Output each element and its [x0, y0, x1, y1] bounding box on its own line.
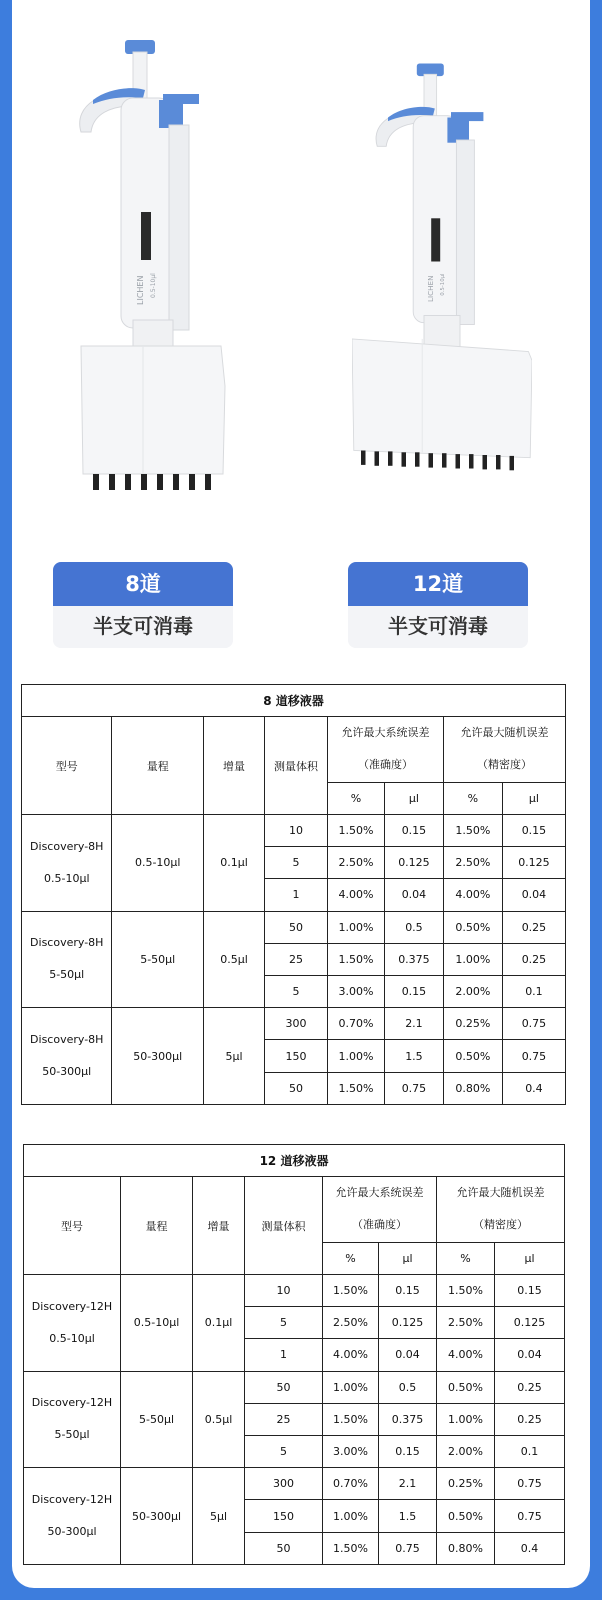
rnd-ul-cell: 0.75 — [495, 1468, 565, 1500]
range-cell: 50-300μl — [112, 1008, 204, 1105]
table-row — [24, 1371, 565, 1403]
sys-ul-cell: 0.5 — [384, 911, 443, 943]
volume-cell: 300 — [245, 1468, 323, 1500]
sys-pct-cell: 4.00% — [328, 879, 385, 911]
sys-ul-cell: 0.15 — [384, 814, 443, 846]
range-text: 0.5-10μl — [439, 273, 446, 296]
sys-ul-cell: 1.5 — [379, 1500, 437, 1532]
sys-ul-cell: 0.375 — [379, 1403, 437, 1435]
rnd-ul-cell: 0.25 — [495, 1403, 565, 1435]
header-systematic-label: 允许最大系统误差 — [341, 726, 430, 740]
header-systematic-error — [323, 1177, 437, 1242]
volume-cell: 5 — [245, 1435, 323, 1467]
rnd-pct-cell: 2.50% — [437, 1307, 495, 1339]
rnd-ul-cell: 0.04 — [502, 879, 565, 911]
volume-cell: 50 — [245, 1532, 323, 1564]
model-name: Discovery-12H — [31, 1396, 113, 1410]
rnd-pct-cell: 2.00% — [443, 975, 502, 1007]
increment-cell: 0.5μl — [193, 1371, 245, 1468]
increment-cell: 0.1μl — [193, 1274, 245, 1371]
table-row — [24, 1468, 565, 1500]
range-cell: 5-50μl — [121, 1371, 193, 1468]
rnd-ul-cell: 0.1 — [502, 975, 565, 1007]
header-random-error — [443, 717, 565, 782]
header-random-label: 允许最大随机误差 — [456, 1186, 545, 1200]
volume-cell: 1 — [245, 1339, 323, 1371]
sys-pct-cell: 1.50% — [323, 1532, 379, 1564]
header-random-sub: （精密度） — [476, 758, 532, 772]
model-range: 50-300μl — [47, 1525, 97, 1539]
table-row — [22, 1008, 566, 1040]
volume-cell: 50 — [264, 1072, 327, 1104]
rnd-pct-cell: 1.50% — [437, 1274, 495, 1306]
rnd-ul-cell: 0.125 — [502, 847, 565, 879]
header-range: 量程 — [112, 717, 204, 815]
header-model: 型号 — [22, 717, 112, 815]
channels-label: 12道 — [348, 562, 528, 606]
header-test-volume: 测量体积 — [245, 1177, 323, 1275]
rnd-ul-cell: 0.25 — [495, 1371, 565, 1403]
volume-cell: 5 — [245, 1307, 323, 1339]
rnd-ul-cell: 0.25 — [502, 911, 565, 943]
header-random-sub: （精密度） — [473, 1218, 528, 1232]
rnd-ul-cell: 0.1 — [495, 1435, 565, 1467]
model-name: Discovery-12H — [31, 1493, 113, 1507]
sys-ul-cell: 0.5 — [379, 1371, 437, 1403]
range-cell: 5-50μl — [112, 911, 204, 1008]
model-name: Discovery-8H — [30, 936, 104, 950]
volume-cell: 50 — [245, 1371, 323, 1403]
rnd-pct-cell: 0.50% — [437, 1500, 495, 1532]
rnd-pct-cell: 0.50% — [443, 1040, 502, 1072]
sys-pct-cell: 1.00% — [328, 911, 385, 943]
pipette-8-channel-image — [63, 30, 243, 520]
range-cell: 50-300μl — [121, 1468, 193, 1565]
volume-cell: 5 — [264, 847, 327, 879]
sys-pct-cell: 1.50% — [328, 1072, 385, 1104]
sys-ul-cell: 0.125 — [379, 1307, 437, 1339]
range-cell: 0.5-10μl — [112, 814, 204, 911]
rnd-pct-cell: 0.25% — [437, 1468, 495, 1500]
header-increment: 增量 — [203, 717, 264, 815]
header-rnd-pct: % — [443, 782, 502, 814]
volume-cell: 150 — [245, 1500, 323, 1532]
header-rnd-ul: μl — [502, 782, 565, 814]
rnd-ul-cell: 0.15 — [495, 1274, 565, 1306]
rnd-pct-cell: 1.50% — [443, 814, 502, 846]
sys-ul-cell: 0.75 — [379, 1532, 437, 1564]
range-text: 0.5-10μl — [150, 273, 157, 298]
rnd-pct-cell: 0.80% — [437, 1532, 495, 1564]
model-cell — [24, 1274, 121, 1371]
rnd-pct-cell: 4.00% — [443, 879, 502, 911]
header-model: 型号 — [24, 1177, 121, 1275]
rnd-ul-cell: 0.4 — [495, 1532, 565, 1564]
sys-pct-cell: 0.70% — [328, 1008, 385, 1040]
header-systematic-error — [328, 717, 444, 782]
sys-ul-cell: 2.1 — [379, 1468, 437, 1500]
model-cell — [22, 814, 112, 911]
volume-cell: 1 — [264, 879, 327, 911]
sys-pct-cell: 0.70% — [323, 1468, 379, 1500]
rnd-ul-cell: 0.25 — [502, 943, 565, 975]
sys-pct-cell: 4.00% — [323, 1339, 379, 1371]
rnd-pct-cell: 1.00% — [437, 1403, 495, 1435]
rnd-pct-cell: 4.00% — [437, 1339, 495, 1371]
increment-cell: 0.1μl — [203, 814, 264, 911]
rnd-pct-cell: 2.00% — [437, 1435, 495, 1467]
rnd-ul-cell: 0.15 — [502, 814, 565, 846]
range-cell: 0.5-10μl — [121, 1274, 193, 1371]
sys-pct-cell: 1.00% — [323, 1500, 379, 1532]
rnd-ul-cell: 0.125 — [495, 1307, 565, 1339]
sys-ul-cell: 0.375 — [384, 943, 443, 975]
sys-pct-cell: 1.00% — [323, 1371, 379, 1403]
rnd-ul-cell: 0.04 — [495, 1339, 565, 1371]
badge-12-channel — [348, 562, 528, 648]
sys-ul-cell: 0.125 — [384, 847, 443, 879]
rnd-ul-cell: 0.75 — [502, 1040, 565, 1072]
header-rnd-pct: % — [437, 1242, 495, 1274]
sys-pct-cell: 1.50% — [328, 814, 385, 846]
sys-ul-cell: 1.5 — [384, 1040, 443, 1072]
increment-cell: 0.5μl — [203, 911, 264, 1008]
header-sys-pct: % — [328, 782, 385, 814]
header-sys-ul: μl — [379, 1242, 437, 1274]
rnd-ul-cell: 0.75 — [495, 1500, 565, 1532]
header-test-volume: 测量体积 — [264, 717, 327, 815]
model-range: 5-50μl — [49, 968, 85, 982]
rnd-ul-cell: 0.75 — [502, 1008, 565, 1040]
volume-cell: 150 — [264, 1040, 327, 1072]
product-page — [12, 0, 590, 1588]
feature-label: 半支可消毒 — [53, 606, 233, 648]
sys-ul-cell: 0.15 — [379, 1274, 437, 1306]
sys-pct-cell: 3.00% — [323, 1435, 379, 1467]
sys-pct-cell: 1.50% — [328, 943, 385, 975]
model-cell — [24, 1371, 121, 1468]
sys-pct-cell: 2.50% — [323, 1307, 379, 1339]
feature-label: 半支可消毒 — [348, 606, 528, 648]
brand-text: LICHEN — [426, 275, 435, 302]
model-cell — [22, 1008, 112, 1105]
table-row — [22, 814, 566, 846]
rnd-pct-cell: 0.50% — [443, 911, 502, 943]
model-range: 0.5-10μl — [43, 871, 90, 885]
header-increment: 增量 — [193, 1177, 245, 1275]
model-name: Discovery-8H — [30, 839, 104, 853]
increment-cell: 5μl — [193, 1468, 245, 1565]
sys-ul-cell: 0.15 — [379, 1435, 437, 1467]
header-rnd-ul: μl — [495, 1242, 565, 1274]
sys-ul-cell: 0.15 — [384, 975, 443, 1007]
spec-table-8-channel — [21, 684, 566, 1105]
model-range: 0.5-10μl — [49, 1331, 95, 1345]
model-cell — [24, 1468, 121, 1565]
rnd-pct-cell: 0.80% — [443, 1072, 502, 1104]
volume-cell: 10 — [264, 814, 327, 846]
sys-ul-cell: 0.75 — [384, 1072, 443, 1104]
model-name: Discovery-12H — [31, 1299, 113, 1313]
table-title: 12 道移液器 — [24, 1145, 565, 1177]
spec-table-12-channel — [23, 1144, 565, 1565]
rnd-pct-cell: 0.50% — [437, 1371, 495, 1403]
rnd-pct-cell: 2.50% — [443, 847, 502, 879]
increment-cell: 5μl — [203, 1008, 264, 1105]
table-row — [24, 1274, 565, 1306]
header-random-error — [437, 1177, 565, 1242]
sys-pct-cell: 1.00% — [328, 1040, 385, 1072]
volume-cell: 50 — [264, 911, 327, 943]
volume-cell: 25 — [245, 1403, 323, 1435]
model-name: Discovery-8H — [30, 1033, 104, 1047]
sys-pct-cell: 1.50% — [323, 1403, 379, 1435]
table-row — [22, 911, 566, 943]
sys-pct-cell: 1.50% — [323, 1274, 379, 1306]
rnd-pct-cell: 1.00% — [443, 943, 502, 975]
sys-ul-cell: 0.04 — [384, 879, 443, 911]
volume-cell: 25 — [264, 943, 327, 975]
volume-cell: 5 — [264, 975, 327, 1007]
pipette-12-channel-image — [352, 30, 532, 520]
header-random-label: 允许最大随机误差 — [460, 726, 549, 740]
header-systematic-sub: （准确度） — [352, 1218, 407, 1232]
table-title: 8 道移液器 — [22, 685, 566, 717]
rnd-ul-cell: 0.4 — [502, 1072, 565, 1104]
badge-8-channel — [53, 562, 233, 648]
header-sys-pct: % — [323, 1242, 379, 1274]
model-range: 50-300μl — [42, 1065, 92, 1079]
header-systematic-label: 允许最大系统误差 — [335, 1186, 424, 1200]
model-range: 5-50μl — [54, 1428, 90, 1442]
rnd-pct-cell: 0.25% — [443, 1008, 502, 1040]
header-sys-ul: μl — [384, 782, 443, 814]
sys-ul-cell: 2.1 — [384, 1008, 443, 1040]
channels-label: 8道 — [53, 562, 233, 606]
volume-cell: 300 — [264, 1008, 327, 1040]
model-cell — [22, 911, 112, 1008]
header-range: 量程 — [121, 1177, 193, 1275]
sys-pct-cell: 3.00% — [328, 975, 385, 1007]
volume-cell: 10 — [245, 1274, 323, 1306]
header-systematic-sub: （准确度） — [357, 758, 413, 772]
sys-pct-cell: 2.50% — [328, 847, 385, 879]
sys-ul-cell: 0.04 — [379, 1339, 437, 1371]
brand-text: LICHEN — [136, 275, 145, 305]
